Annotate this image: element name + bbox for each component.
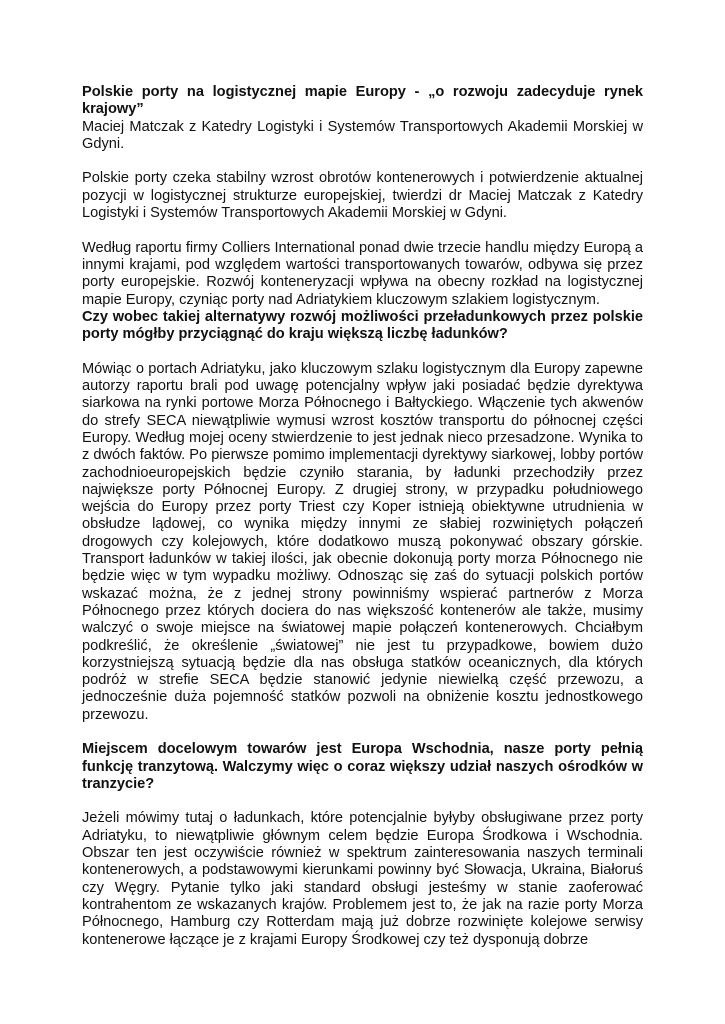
interview-question-1: Czy wobec takiej alternatywy rozwój możliwości przeładunkowych przez polskie porty mógłby przyciągnąć do kraju większą liczbę ładunków? — [82, 308, 643, 343]
interview-question-2: Miejscem docelowym towarów jest Europa Wschodnia, nasze porty pełnią funkcję tranzytową. Walczymy więc o coraz większy udział naszych ośrodków w tranzycie? — [82, 741, 643, 792]
document-page — [82, 84, 643, 949]
interview-answer-1: Mówiąc o portach Adriatyku, jako kluczowym szlaku logistycznym dla Europy zapewne autorzy raportu brali pod uwagę potencjalny wpływ jaki posiadać będzie dyrektywa siarkowa na rynki portowe Morza Północnego i Bałtyckiego. Włączenie tych akwenów do strefy SECA niewątpliwie wymusi wzrost kosztów transportu do północnej części Europy. Według mojej oceny stwierdzenie to jest jednak nieco przesadzone. Wynika to z dwóch faktów. Po pierwsze pomimo implementacji dyrektywy siarkowej, lobby portów zachodnioeuropejskich będzie czyniło starania, by ładunki przechodziły przez największe porty Północnej Europy. Z drugiej strony, w przypadku południowego wejścia do Europy przez porty Triest czy Koper istnieją obiektywne utrudnienia w obsłudze lądowej, co wynika między innymi ze słabiej rozwiniętych połączeń drogowych czy kolejowych, które dodatkowo muszą pokonywać obszary górskie. Transport ładunków w takiej ilości, jak obecnie dokonują porty morza Północnego nie będzie więc w tym wypadku możliwy. Odnosząc się zaś do sytuacji polskich portów wskazać można, że z jednej strony powinniśmy wspierać partnerów z Morza Północnego przez których dociera do nas większość kontenerów ale także, musimy walczyć o swoje miejsce na światowej mapie połączeń kontenerowych. Chciałbym podkreślić, że określenie „światowej” nie jest tu przypadkowe, bowiem dużo korzystniejszą sytuacją będzie dla nas obsługa statków oceanicznych, dla których podróż w strefie SECA będzie stanowić jedynie niewielką część przewozu, a jednocześnie duża pojemność statków pozwoli na obniżenie kosztu jednostkowego przewozu. — [82, 360, 643, 723]
interview-answer-2: Jeżeli mówimy tutaj o ładunkach, które potencjalnie byłyby obsługiwane przez porty Adriatyku, to niewątpliwie głównym celem będzie Europa Środkowa i Wschodnia. Obszar ten jest oczywiście również w spektrum zainteresowania naszych terminali kontenerowych, a podstawowymi kierunkami powinny być Słowacja, Ukraina, Białoruś czy Węgry. Pytanie tylko jaki standard obsługi jesteśmy w stanie zaoferować kontrahentom ze wskazanych krajów. Problemem jest to, że jak na razie porty Morza Północnego, Hamburg czy Rotterdam mają już dobrze rozwinięte kolejowe serwisy kontenerowe łączące je z krajami Europy Środkowej czy też dysponują dobrze — [82, 810, 643, 948]
article-byline: Maciej Matczak z Katedry Logistyki i Systemów Transportowych Akademii Morskiej w Gdyni. — [82, 118, 643, 152]
article-title: Polskie porty na logistycznej mapie Europy - „o rozwoju zadecyduje rynek krajowy” — [82, 84, 643, 118]
intro-paragraph: Według raportu firmy Colliers International ponad dwie trzecie handlu między Europą a innymi krajami, pod względem wartości transportowanych towarów, odbywa się przez porty europejskie. Rozwój konteneryzacji wpływa na obecny rozkład na logistycznej mapie Europy, czyniąc porty nad Adriatykiem kluczowym szlakiem logistycznym. — [82, 239, 643, 308]
lead-paragraph: Polskie porty czeka stabilny wzrost obrotów kontenerowych i potwierdzenie aktualnej pozycji w logistycznej strukturze europejskiej, twierdzi dr Maciej Matczak z Katedry Logistyki i Systemów Transportowych Akademii Morskiej w Gdyni. — [82, 170, 643, 222]
